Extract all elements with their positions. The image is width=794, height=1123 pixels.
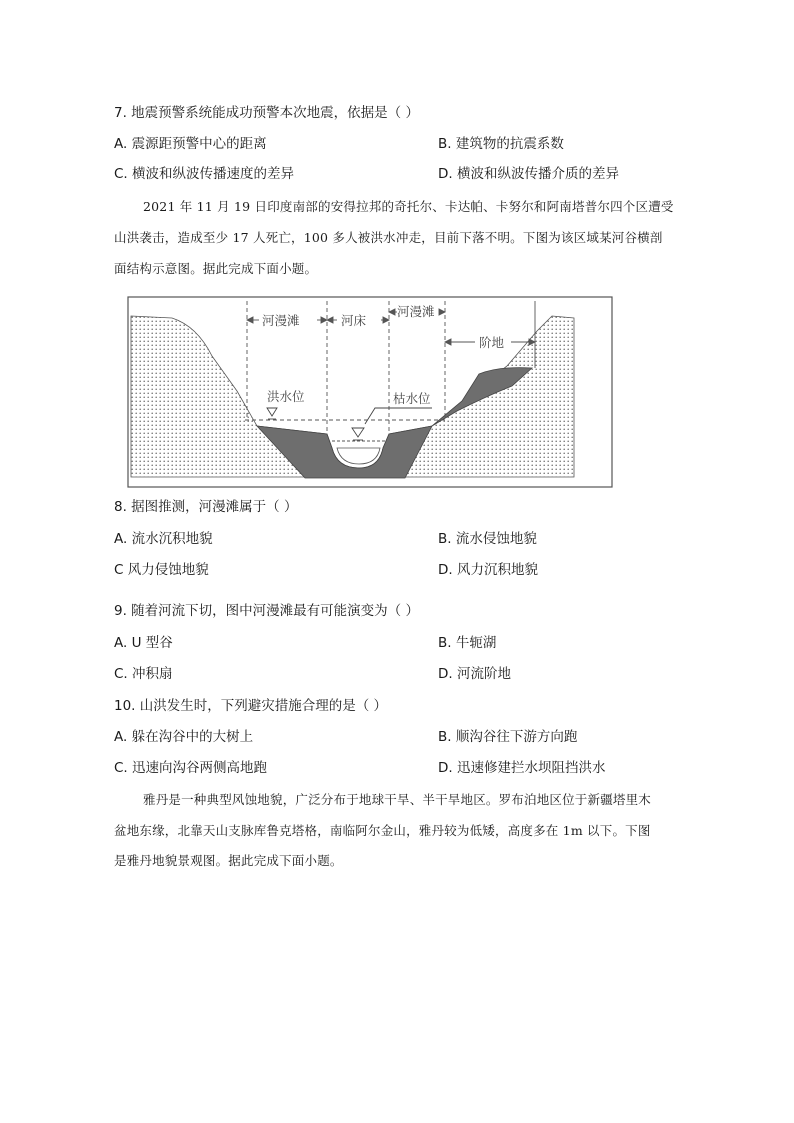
q7-option-b: B. 建筑物的抗震系数 xyxy=(438,136,564,152)
q10-option-b: B. 顺沟谷往下游方向跑 xyxy=(438,729,578,745)
q8-option-a: A. 流水沉积地貌 xyxy=(114,531,213,547)
label-flood-level: 洪水位 xyxy=(267,389,305,404)
label-dry-level: 枯水位 xyxy=(393,391,431,406)
passage2-line3: 是雅丹地貌景观图。据此完成下面小题。 xyxy=(114,853,343,868)
q10-option-a: A. 躲在沟谷中的大树上 xyxy=(114,729,254,745)
q7-option-a: A. 震源距预警中心的距离 xyxy=(114,136,267,152)
q9-stem: 9. 随着河流下切，图中河漫滩最有可能演变为（ ） xyxy=(114,603,419,619)
q7-option-c: C. 横波和纵波传播速度的差异 xyxy=(114,166,295,182)
q8-option-b: B. 流水侵蚀地貌 xyxy=(438,531,537,547)
label-floodplain-left: 河漫滩 xyxy=(262,313,300,328)
q9-option-a: A. U 型谷 xyxy=(114,635,173,651)
q10-option-c: C. 迅速向沟谷两侧高地跑 xyxy=(114,760,268,776)
passage2-line2: 盆地东缘，北靠天山支脉库鲁克塔格，南临阿尔金山，雅丹较为低矮，高度多在 1m 以下。下图 xyxy=(114,823,651,838)
q9-option-d: D. 河流阶地 xyxy=(438,666,511,682)
q7-stem: 7. 地震预警系统能成功预警本次地震，依据是（ ） xyxy=(114,105,419,121)
passage1-line3: 面结构示意图。据此完成下面小题。 xyxy=(114,261,318,276)
q8-option-d: D. 风力沉积地貌 xyxy=(438,562,538,578)
q10-stem: 10. 山洪发生时，下列避灾措施合理的是（ ） xyxy=(114,698,388,714)
label-terrace: 阶地 xyxy=(479,335,505,350)
label-floodplain-right: 河漫滩 xyxy=(397,304,435,319)
q10-option-d: D. 迅速修建拦水坝阻挡洪水 xyxy=(438,760,606,776)
passage1-line1: 2021 年 11 月 19 日印度南部的安得拉邦的奇托尔、卡达帕、卡努尔和阿南塔普尔四个区遭受 xyxy=(143,199,674,214)
label-riverbed: 河床 xyxy=(341,313,367,328)
passage1-line2: 山洪袭击，造成至少 17 人死亡，100 多人被洪水冲走，目前下落不明。下图为该区域某河谷横剖 xyxy=(114,230,663,245)
q9-option-c: C. 冲积扇 xyxy=(114,666,173,682)
passage2-line1: 雅丹是一种典型风蚀地貌，广泛分布于地球干旱、半干旱地区。罗布泊地区位于新疆塔里木 xyxy=(143,792,652,807)
q8-stem: 8. 据图推测，河漫滩属于（ ） xyxy=(114,499,298,515)
q7-option-d: D. 横波和纵波传播介质的差异 xyxy=(438,166,619,182)
q8-option-c: C 风力侵蚀地貌 xyxy=(114,562,209,578)
river-valley-cross-section-figure xyxy=(127,296,613,488)
q9-option-b: B. 牛轭湖 xyxy=(438,635,497,651)
